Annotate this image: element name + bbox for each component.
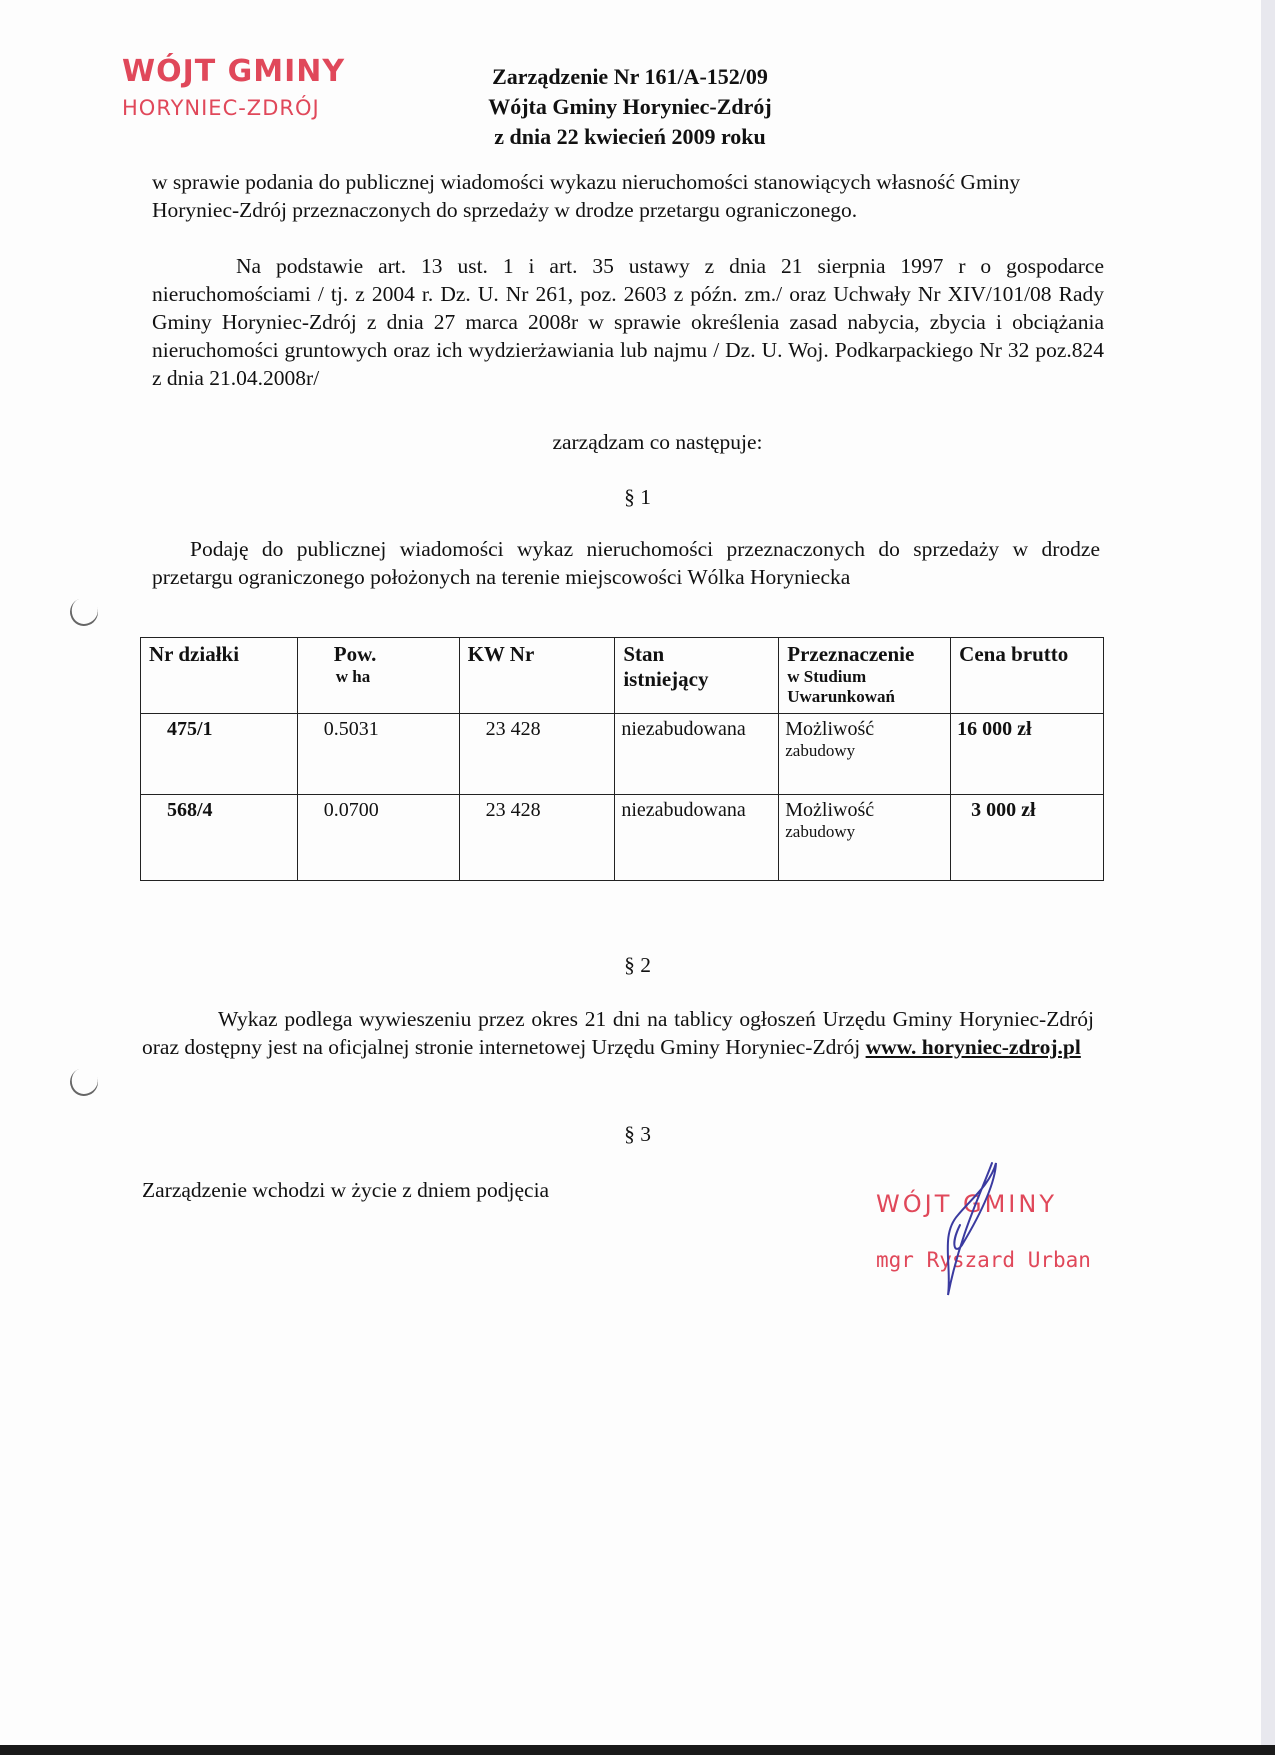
- table-row: [141, 714, 1104, 794]
- cell-purpose-line1: Możliwość: [785, 718, 875, 741]
- table-header-row: [141, 638, 1104, 714]
- stamp-title: WÓJT GMINY: [122, 54, 346, 89]
- cell-kw: 23 428: [459, 794, 615, 881]
- cell-area: 0.5031: [297, 714, 459, 794]
- stamp-subtitle: HORYNIEC-ZDRÓJ: [122, 96, 320, 120]
- legal-basis-text: Na podstawie art. 13 ust. 1 i art. 35 ustawy z dnia 21 sierpnia 1997 r o gospodarce nieruchomościami / tj. z 2004 r. Dz. U. Nr 261, poz. 2603 z późn. zm./ oraz Uchwały Nr XIV/101/08 Rady Gminy Horyniec-Zdrój z dnia 27 marca 2008r w sprawie określenia zasad nabycia, zbycia i obciążania nieruchomości gruntowych oraz ich wydzierżawiania lub najmu / Dz. U. Woj. Podkarpackiego Nr 32 poz.824 z dnia 21.04.2008r/: [152, 254, 1104, 390]
- cell-plot: 475/1: [141, 714, 298, 794]
- signature-stamp-title: WÓJT GMINY: [876, 1190, 1057, 1218]
- header-area-line2: w ha: [335, 667, 371, 686]
- legal-basis: [152, 252, 1104, 392]
- signature-stamp-name: mgr Ryszard Urban: [876, 1248, 1091, 1272]
- section-2-text: [142, 1005, 1094, 1061]
- property-table: [140, 637, 1104, 881]
- header-state-line2: istniejący: [623, 667, 709, 691]
- cell-purpose: [779, 714, 951, 794]
- ordinance-number: Zarządzenie Nr 161/A-152/09: [492, 64, 768, 89]
- header-state-line1: Stan: [623, 642, 665, 666]
- website-link[interactable]: www. horyniec-zdroj.pl: [865, 1035, 1081, 1059]
- cell-plot: 568/4: [141, 794, 298, 881]
- cell-state: niezabudowana: [615, 714, 779, 794]
- header-purpose-line2: w Studium: [787, 667, 867, 686]
- header-purpose-line3: Uwarunkowań: [787, 687, 895, 706]
- punch-hole: [66, 594, 102, 630]
- section-2-body: Wykaz podlega wywieszeniu przez okres 21 dni na tablicy ogłoszeń Urzędu Gminy Horyniec-Zdrój oraz dostępny jest na oficjalnej stronie internetowej Urzędu Gminy Horyniec-Zdrój: [142, 1007, 1094, 1059]
- table-row: [141, 794, 1104, 881]
- header-plot: Nr działki: [141, 638, 298, 714]
- order-statement: zarządzam co następuje:: [552, 430, 763, 454]
- ordinance-subject: w sprawie podania do publicznej wiadomości wykazu nieruchomości stanowiących własność Gminy Horyniec-Zdrój przeznaczonych do sprzedaży w drodze przetargu ograniczonego.: [152, 170, 1021, 222]
- cell-state: niezabudowana: [615, 794, 779, 881]
- header-purpose-line1: Przeznaczenie: [787, 642, 915, 666]
- cell-kw: 23 428: [459, 714, 615, 794]
- section-1-body: Podaję do publicznej wiadomości wykaz nieruchomości przeznaczonych do sprzedaży w drodze przetargu ograniczonego położonych na terenie miejscowości Wólka Horyniecka: [152, 537, 1100, 589]
- section-3-heading: § 3: [624, 1122, 651, 1146]
- ordinance-date: z dnia 22 kwiecień 2009 roku: [494, 124, 766, 149]
- scan-bottom-border: [0, 1745, 1275, 1755]
- handwritten-signature-icon: [900, 1155, 1020, 1305]
- ordinance-issuer: Wójta Gminy Horyniec-Zdrój: [488, 94, 772, 119]
- scan-edge: [1261, 0, 1275, 1745]
- section-3-text: Zarządzenie wchodzi w życie z dniem podjęcia: [142, 1178, 550, 1202]
- cell-price: 3 000 zł: [951, 794, 1104, 881]
- header-area: [297, 638, 459, 714]
- cell-area: 0.0700: [297, 794, 459, 881]
- header-purpose: [779, 638, 951, 714]
- section-1-heading: § 1: [624, 485, 651, 509]
- header-kw: KW Nr: [459, 638, 615, 714]
- punch-hole: [66, 1064, 102, 1100]
- header-state: [615, 638, 779, 714]
- cell-purpose-line2: zabudowy: [785, 741, 856, 761]
- cell-purpose-line2: zabudowy: [785, 821, 856, 841]
- section-1-text: [152, 535, 1100, 591]
- cell-price: 16 000 zł: [951, 714, 1104, 794]
- header-price: Cena brutto: [951, 638, 1104, 714]
- cell-purpose-line1: Możliwość: [785, 798, 875, 821]
- header-area-line1: Pow.: [333, 642, 377, 666]
- section-2-heading: § 2: [624, 953, 651, 977]
- cell-purpose: [779, 794, 951, 881]
